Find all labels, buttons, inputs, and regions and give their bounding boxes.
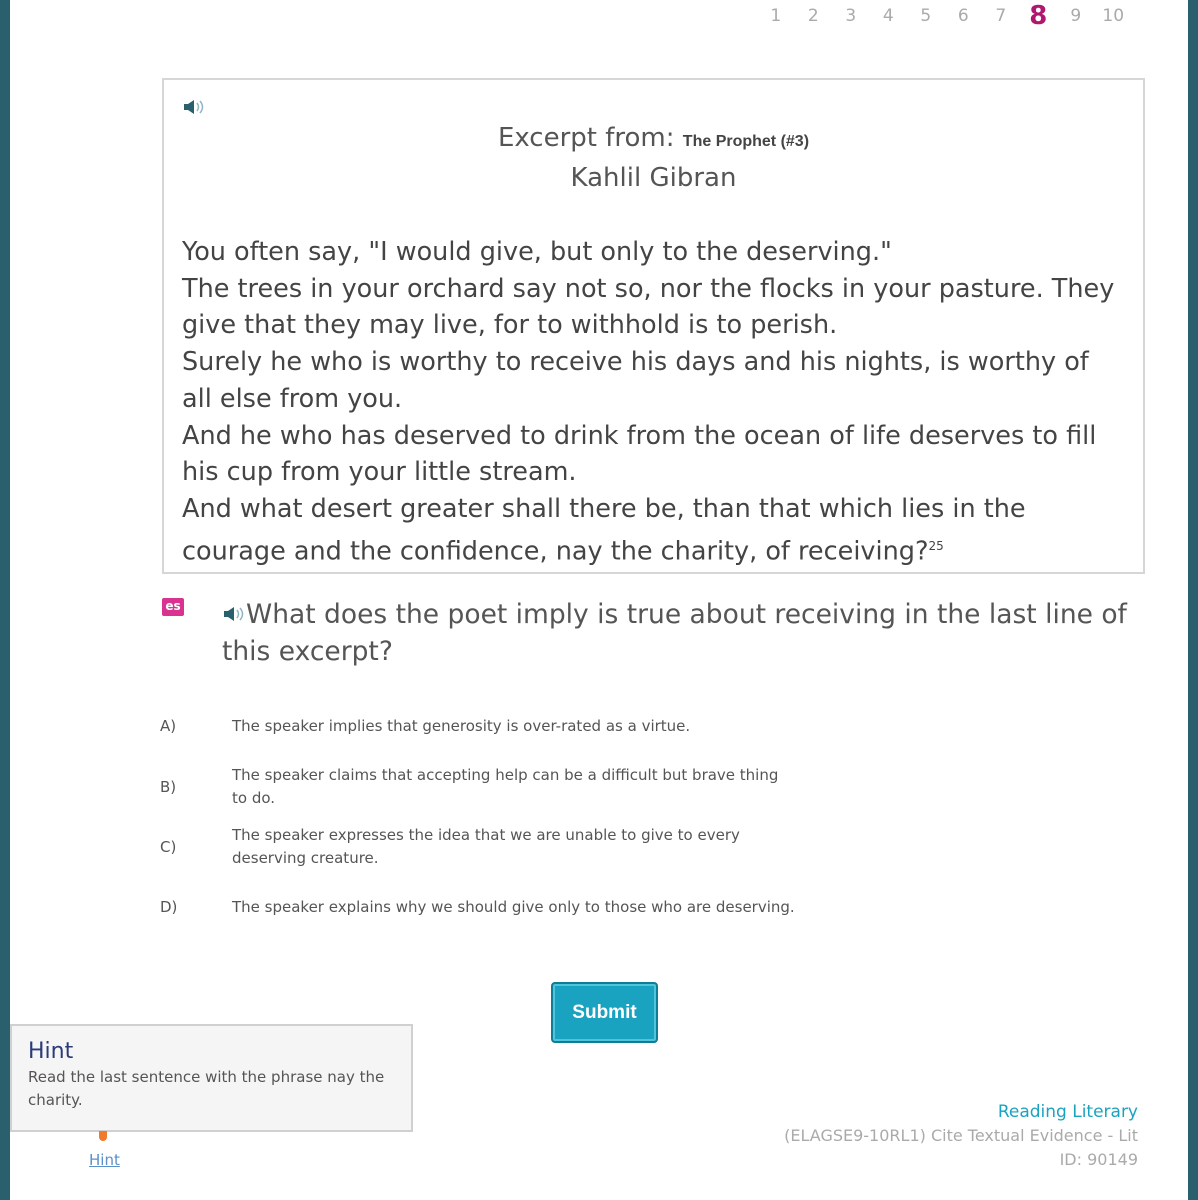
page-2[interactable]: 2: [807, 6, 819, 26]
hint-popup: [10, 1024, 413, 1132]
answer-text: The speaker expresses the idea that we are unable to give to every deserving creature.: [232, 826, 740, 867]
work-title: The Prophet (#3): [682, 133, 810, 150]
answer-option-a[interactable]: [160, 715, 860, 738]
title-prefix: Excerpt from:: [497, 123, 675, 153]
item-metadata: [784, 1100, 1138, 1172]
spanish-toggle-button[interactable]: es: [162, 598, 184, 616]
answer-text: The speaker claims that accepting help can be a difficult but brave thing to do.: [232, 766, 779, 807]
question: [162, 596, 1152, 670]
passage-title: [182, 120, 1125, 196]
footnote: 25: [928, 538, 944, 553]
page-5[interactable]: 5: [920, 6, 932, 26]
page: [10, 0, 1188, 1200]
question-pager: [757, 1, 1132, 31]
passage-line: And he who has deserved to drink from the ocean of life deserves to fill his cup from your little stream.: [182, 420, 1097, 488]
question-text: [222, 596, 1152, 670]
item-id: ID: 90149: [1059, 1150, 1138, 1169]
page-4[interactable]: 4: [882, 6, 894, 26]
standard: (ELAGSE9-10RL1) Cite Textual Evidence - Lit: [784, 1126, 1138, 1145]
answer-letter: B): [160, 777, 177, 796]
author: Kahlil Gibran: [570, 163, 737, 193]
passage-box: [162, 78, 1145, 574]
page-9[interactable]: 9: [1070, 6, 1082, 26]
speaker-icon[interactable]: [182, 98, 206, 114]
page-6[interactable]: 6: [957, 6, 969, 26]
category: Reading Literary: [997, 1102, 1138, 1122]
passage-body: [182, 234, 1125, 570]
passage-line: Surely he who is worthy to receive his days and his nights, is worthy of all else from you.: [182, 347, 1089, 414]
page-7[interactable]: 7: [995, 6, 1007, 26]
question-label: What does the poet imply is true about receiving in the last line of this excerpt?: [222, 599, 1127, 667]
answer-letter: A): [160, 717, 177, 735]
answer-letter: C): [160, 837, 177, 856]
speaker-icon[interactable]: [222, 596, 246, 612]
hint-title: Hint: [28, 1039, 74, 1064]
hint-text: Read the last sentence with the phrase nay the charity.: [28, 1068, 385, 1109]
passage-line: The trees in your orchard say not so, nor the flocks in your pasture. They give that they may live, for to withhold is to perish.: [182, 273, 1115, 341]
answer-text: The speaker implies that generosity is over-rated as a virtue.: [232, 717, 691, 735]
page-1[interactable]: 1: [770, 6, 782, 26]
answer-text: The speaker explains why we should give only to those who are deserving.: [232, 898, 795, 916]
hint-link[interactable]: Hint: [89, 1151, 120, 1169]
lightbulb-icon: [99, 1131, 107, 1141]
answer-option-b[interactable]: [160, 764, 860, 810]
page-8[interactable]: 8: [1029, 1, 1048, 31]
passage-line: [182, 491, 1125, 570]
answer-letter: D): [160, 898, 178, 916]
answer-option-c[interactable]: [160, 824, 860, 870]
answer-option-d[interactable]: [160, 896, 960, 919]
passage-line: You often say, "I would give, but only to the deserving.": [182, 237, 892, 267]
page-3[interactable]: 3: [845, 6, 857, 26]
last-line: And what desert greater shall there be, than that which lies in the courage and the confidence, nay the charity, of receiving?: [182, 493, 1026, 567]
page-10[interactable]: 10: [1102, 6, 1125, 26]
submit-button[interactable]: Submit: [551, 982, 658, 1043]
